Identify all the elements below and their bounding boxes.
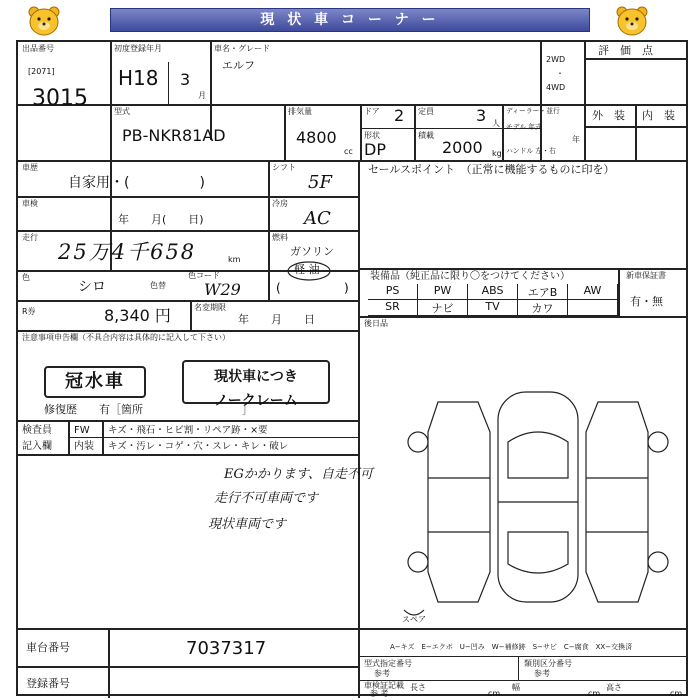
chassis-label: 車台番号 xyxy=(26,641,70,654)
color-code-value: W29 xyxy=(204,280,241,299)
flood-car-stamp: 冠水車 xyxy=(44,366,146,398)
repair-history: 修復歴 有［箇所 ］ xyxy=(44,403,253,416)
equip-airbag: エアB xyxy=(518,284,568,300)
recycle-label: R券 xyxy=(22,307,36,316)
equip-tv: TV xyxy=(468,300,518,316)
dealer-label: ディーラー・並行 xyxy=(506,107,560,115)
as-is-stamp xyxy=(182,360,330,409)
bear-logo-left xyxy=(24,4,64,42)
registration-label: 登録番号 xyxy=(26,677,70,690)
load-value: 2000 xyxy=(442,138,483,157)
fuel-label: 燃料 xyxy=(272,233,288,242)
body-type-value: DP xyxy=(364,140,386,159)
as-is-stamp-line2: ノークレーム xyxy=(214,393,298,409)
drive-4wd: 4WD xyxy=(546,83,566,92)
equipment-grid xyxy=(368,284,618,316)
equip-abs: ABS xyxy=(468,284,518,300)
car-right-side xyxy=(586,402,668,602)
fw-items: キズ・飛石・ヒビ割・リペア跡・×要 xyxy=(108,425,268,436)
car-name-value: エルフ xyxy=(222,59,255,72)
inspector-label-1: 検査員 xyxy=(22,425,52,436)
dims-label: 車検証記載 xyxy=(364,681,404,690)
first-registration-label: 初度登録年月 xyxy=(114,44,162,53)
fw-label: FW xyxy=(74,425,90,436)
svg-text:(: ( xyxy=(276,281,281,295)
car-top-view xyxy=(498,392,578,602)
car-name-label: 車名・グレード xyxy=(214,44,270,53)
doors-value: 2 xyxy=(394,106,405,125)
page-title: 現 状 車 コ ー ナ ー xyxy=(110,8,590,32)
bear-logo-right xyxy=(612,4,652,42)
equip-aw: AW xyxy=(568,284,618,300)
mileage-value: 25万4千658 xyxy=(58,240,197,264)
shift-value: 5F xyxy=(308,172,332,193)
model-value: PB-NKR81AD xyxy=(122,126,226,145)
fuel-bracket xyxy=(274,278,354,298)
dims-note: 参 考 xyxy=(370,689,389,698)
equip-blank xyxy=(568,300,618,316)
equip-ps: PS xyxy=(368,284,418,300)
rear-items-label: 後日品 xyxy=(364,319,388,328)
color-change-label: 色替 xyxy=(150,281,166,290)
length-label: 長さ xyxy=(410,683,426,692)
grade-label: 評 価 点 xyxy=(598,44,653,57)
handwritten-note-3: 現状車両です xyxy=(208,517,287,532)
equip-pw: PW xyxy=(418,284,468,300)
inspection-label: 車検 xyxy=(22,199,38,208)
body-type-label: 形状 xyxy=(364,131,380,140)
height-unit: cm xyxy=(670,689,683,698)
equip-sr: SR xyxy=(368,300,418,316)
equip-leather: カワ xyxy=(518,300,568,316)
inspector-label-2: 記入欄 xyxy=(22,441,52,452)
drive-2wd: 2WD xyxy=(546,55,566,64)
chassis-number: 7037317 xyxy=(186,638,267,659)
capacity-value: 3 xyxy=(476,106,487,125)
category-note: 参考 xyxy=(534,669,550,678)
damage-legend: A−キズ E−エクボ U−凹み W−補修跡 S−サビ C−腐食 XX−交換済 xyxy=(390,643,633,651)
svg-text:): ) xyxy=(344,281,349,295)
category-label: 類別区分番号 xyxy=(524,659,572,668)
shift-label: シフト xyxy=(272,163,296,172)
handwritten-note-2: 走行不可車両です xyxy=(214,491,319,506)
width-label: 幅 xyxy=(512,683,520,692)
name-change-value: 年 月 日 xyxy=(238,313,315,326)
color-value: シロ xyxy=(78,279,106,295)
displacement-value: 4800 xyxy=(296,128,337,147)
first-registration-month: 3 xyxy=(180,70,191,89)
handwritten-note-1: EGかかります、自走不可 xyxy=(224,467,373,482)
model-label: 型式 xyxy=(114,107,130,116)
auction-sheet xyxy=(16,40,688,696)
recycle-value: 8,340 円 xyxy=(104,306,171,325)
notes-label: 注意事項申告欄（不具合内容は具体的に記入して下さい） xyxy=(22,333,230,342)
lot-number: 3015 xyxy=(32,86,88,111)
width-unit: cm xyxy=(588,689,601,698)
warranty-label: 新車保証書 xyxy=(626,271,666,280)
model-year-unit: 年 xyxy=(572,135,580,144)
aircon-value: AC xyxy=(304,208,331,229)
load-label: 積載 xyxy=(418,131,434,140)
designation-note: 参考 xyxy=(374,669,390,678)
history-label: 車歴 xyxy=(22,163,38,172)
designation-label: 型式指定番号 xyxy=(364,659,412,668)
color-label: 色 xyxy=(22,273,30,282)
color-code-label: 色コード xyxy=(188,271,220,280)
capacity-label: 定員 xyxy=(418,107,434,116)
first-registration-year: H18 xyxy=(118,66,159,90)
interior-check-items: キズ・汚レ・コゲ・穴・スレ・キレ・破レ xyxy=(108,441,289,452)
mileage-label: 走行 xyxy=(22,233,38,242)
sales-point-label: セールスポイント （正常に機能するものに印を） xyxy=(368,163,615,176)
doors-label: ドア xyxy=(364,107,380,116)
height-label: 高さ xyxy=(606,683,622,692)
equipment-label: 装備品（純正品に限り〇をつけてください） xyxy=(370,271,570,282)
as-is-stamp-line1: 現状車につき xyxy=(214,369,298,385)
lot-number-label: 出品番号 xyxy=(22,44,54,53)
car-damage-diagram xyxy=(398,382,678,622)
exterior-label: 外 装 xyxy=(592,109,625,122)
drive-separator: ・ xyxy=(556,69,564,78)
lot-code: [2071] xyxy=(28,67,55,76)
spare-label: スペア xyxy=(402,615,426,624)
interior-check-label: 内装 xyxy=(74,441,94,452)
capacity-unit: 人 xyxy=(492,119,500,128)
name-change-label: 名変期限 xyxy=(194,303,226,312)
history-value: 自家用・( ) xyxy=(68,175,205,191)
handle-label: ハンドル 左・右 xyxy=(506,147,556,155)
warranty-value: 有・無 xyxy=(630,295,663,308)
mileage-unit: km xyxy=(228,255,241,264)
car-left-side xyxy=(408,402,490,602)
inspection-value: 年 月( 日) xyxy=(118,213,204,226)
displacement-label: 排気量 xyxy=(288,107,312,116)
month-unit: 月 xyxy=(198,91,206,100)
fuel-diesel: 軽 油 xyxy=(294,263,320,276)
displacement-unit: cc xyxy=(344,147,353,156)
model-year-label: モデル 年式 xyxy=(506,123,542,131)
fuel-gasoline: ガソリン xyxy=(290,245,334,258)
aircon-label: 冷房 xyxy=(272,199,288,208)
load-unit: kg xyxy=(492,149,502,158)
equip-navi: ナビ xyxy=(418,300,468,316)
interior-label: 内 装 xyxy=(642,109,675,122)
length-unit: cm xyxy=(488,689,501,698)
